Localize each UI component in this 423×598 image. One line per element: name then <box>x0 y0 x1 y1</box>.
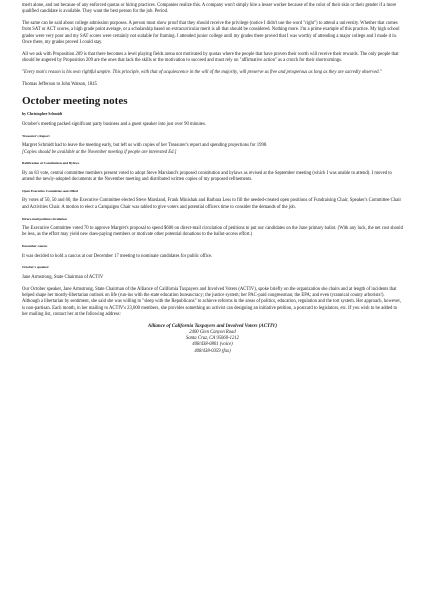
jefferson-quote: "Every man's reason is his own rightful umpire. This principle, with that of acquiescence in the will of the majority, will preserve us free and prosperous as long as they are sacredly observed." <box>22 69 382 75</box>
contact-fax: 408/438-0359 (fax) <box>194 348 231 354</box>
editor-note: [Copies should be available at the November meeting if people are interested Ed.] <box>22 149 177 155</box>
section-text-speaker-name: Jane Armstrong, State Chairman of ACTIV <box>22 274 104 280</box>
section-heading-executive-seats: Open Executive Committee seats filled <box>22 188 78 193</box>
section-text-constitution: By an 83 vote, central committee members present voted to adopt Steve Marsland's proposed constitution and bylaws as revised at the September meeting (which I was unable to attend). I moved to amend the newly-adopted documents at the November meeting and distributed written copies of my proposed refinements. <box>22 170 392 183</box>
article-lead: October's meeting packed significant party business and a guest speaker into just over 90 minutes. <box>22 121 207 127</box>
quote-attribution: Thomas Jefferson to John Watson, 1845 <box>22 81 97 87</box>
article-byline: by Christopher Schmidt <box>22 111 63 116</box>
section-heading-speaker: October's speaker: <box>22 265 50 270</box>
contact-organization: Alliance of California Taxpayers and Involved Voters (ACTIV) <box>147 323 278 329</box>
section-heading-direct-mail: Direct-mail petition circulation <box>22 216 67 221</box>
contact-city: Santa Cruz, CA 95060-1212 <box>185 336 240 342</box>
intro-paragraph-3: All we ask with Proposition 209 is that there becomes a level playing fields arena not motivated by quotas where the people that have proven their worth will receive their rewards. The only people that should be angered by Proposition 209 are the ones that lack the skills or the motivation to succeed and must rely on "affirmative action" as a crutch for their shortcomings. <box>22 51 399 64</box>
contact-voice-phone: 408/438-0801 (voice) <box>192 342 233 348</box>
section-heading-treasurer: Treasurer's Report <box>22 133 50 138</box>
section-heading-constitution: Ratification of Constitution and Bylaws <box>22 161 80 166</box>
contact-address-block <box>22 324 403 355</box>
article-title: October meeting notes <box>22 94 128 107</box>
section-text-executive-seats: By votes of 50, 50 and 60, the Executive Committee elected Steve Marsland, Frank Minishak and Barbara Less to fill the needed-created open positions of Fundraising Chair, Speaker's Committee Chair and Activities Chair. A motion to elect a Campaigns Chair was tabled to give voters and potential officers time to consider the demands of the job. <box>22 198 402 210</box>
section-text-direct-mail: The Executive Committee voted 70 to approve Margret's proposal to spend $600 on direct-mail circulation of petitions to put our candidates on the June primary ballot. (With any luck, the net cost should be less, as the effort may yield new dues-paying members or motivate other potential donations to the ballot-access effort.) <box>22 226 403 238</box>
section-text-treasurer <box>22 143 403 156</box>
section-text-december-caucus: It was decided to hold a caucus at our December 17 meeting to nominate candidates for public office. <box>22 253 213 259</box>
section-heading-december-caucus: December caucus <box>22 244 48 249</box>
intro-paragraph-1: merit alone, and not because of any enforced quotas or hiring practices. Companies realize this. A company won't simply hire a lesser worker because of the color of their skin or their gender if a more qualified candidate is available. They want the best person for the job. Period. <box>22 3 397 15</box>
intro-paragraph-2: The same can be said about college admission purposes. A person must show proof that they should receive the privilege (notice I didn't use the word "right") to attend a university. Whether that comes from SAT or ACT scores, a high grade point average, or a scholarship based on extracurricular merit is all that should be considered. Nothing more. I'm a prime example of this practice. My high school grades were very poor and my SAT scores were certainly not suitable for framing. I attended junior college until my grades there proved that I was worthy of attending a major college and I made it in. Once there, my grades proved I could stay. <box>22 21 400 45</box>
speaker-paragraph: Our October speaker, Jane Armstrong, State Chairman of the Alliance of California Taxpayers and Involved Voters (ACTIV), spoke briefly on the organization she chairs and at length of incidents that helped shape her mostly-libertarian outlook on life (run-ins with the state education bureaucracy; the justice system; her PAC-paid congressman; the EPA; and even tyrannical county arborists!). Although a libertarian by sentiment, she said she was willing to "sleep with the Republicans" to achieve reforms in the areas of politics, education, regulation and the tort system. Her approach, however, is non-partisan. Each month, in her mailing to ACTIV's 23,000 members, she provides something an activist can designing an initiative petition, a postcard to legislators, etc. If you wish to be added to her mailing list, contact her at the following address: <box>22 286 401 317</box>
contact-street: 2400 Glen Canyon Road <box>189 329 236 335</box>
treasurer-text: Margret Schmidt had to leave the meeting early, but left us with copies of her Treasurer's report and spending projections for 1998. <box>22 143 268 149</box>
